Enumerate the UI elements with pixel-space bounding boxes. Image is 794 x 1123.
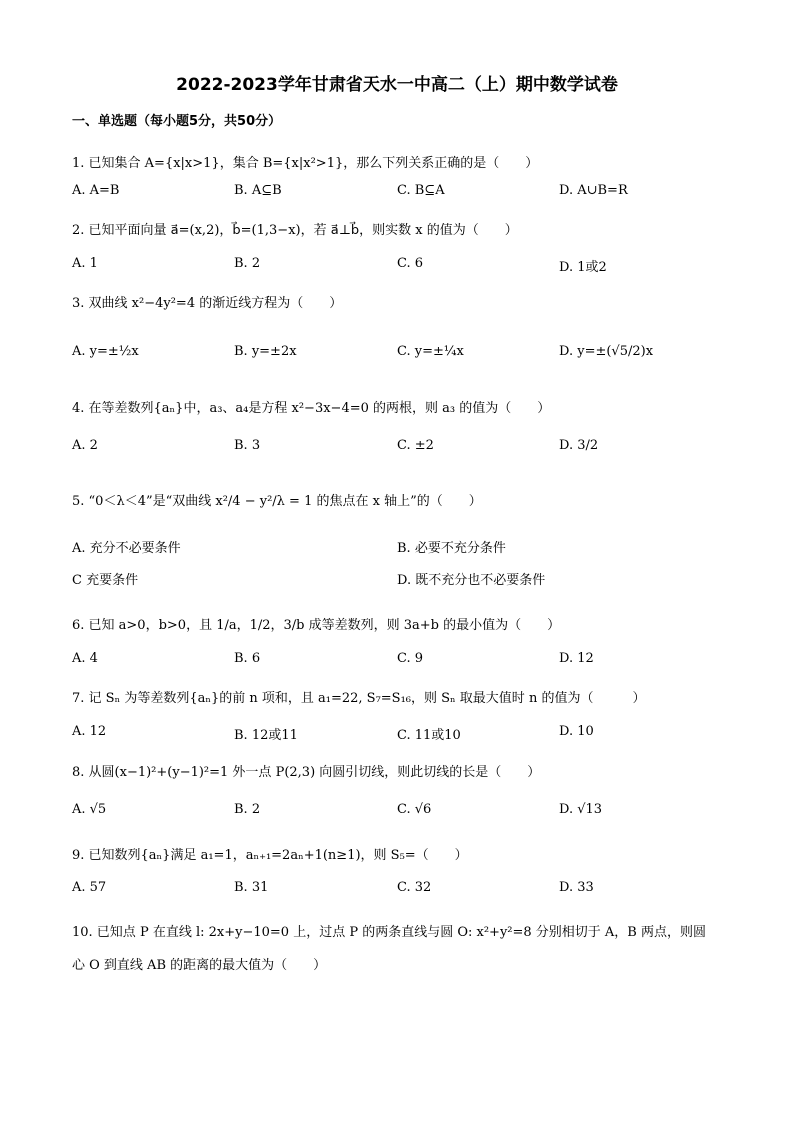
q3-option-d: D. y=±(√5/2)x: [559, 344, 654, 359]
q2-option-d: D. 1或2: [559, 260, 607, 275]
q5-option-b: B. 必要不充分条件: [397, 541, 506, 556]
question-stem-9: 9. 已知数列{aₙ}满足 a₁=1，aₙ₊₁=2aₙ+1(n≥1)，则 S₅=（ ）: [72, 848, 468, 863]
q7-option-d: D. 10: [559, 724, 594, 739]
q6-option-b: B. 6: [234, 651, 261, 666]
q3-option-c: C. y=±¼x: [397, 344, 464, 359]
q2-option-a: A. 1: [72, 256, 98, 271]
q9-option-c: C. 32: [397, 880, 432, 895]
question-stem-4: 4. 在等差数列{aₙ}中，a₃、a₄是方程 x²−3x−4=0 的两根，则 a₃ 的值为（ ）: [72, 401, 551, 416]
question-stem-1: 1. 已知集合 A={x|x>1}，集合 B={x|x²>1}，那么下列关系正确的是（ ）: [72, 156, 539, 171]
q4-option-c: C. ±2: [397, 438, 434, 453]
section-heading: 一、单选题（每小题5分，共50分）: [72, 114, 282, 129]
question-stem-7: 7. 记 Sₙ 为等差数列{aₙ}的前 n 项和，且 a₁=22, S₇=S₁₆，则 Sₙ 取最大值时 n 的值为（ ）: [72, 691, 646, 706]
q2-option-c: C. 6: [397, 256, 424, 271]
q3-option-b: B. y=±2x: [234, 344, 297, 359]
q8-option-a: A. √5: [72, 802, 107, 817]
q1-option-c: C. B⊆A: [397, 183, 445, 198]
question-stem-8: 8. 从圆(x−1)²+(y−1)²=1 外一点 P(2,3) 向圆引切线，则此切线的长是（ ）: [72, 765, 541, 780]
q5-option-c: C 充要条件: [72, 573, 139, 588]
question-stem-6: 6. 已知 a>0，b>0，且 1/a，1/2，3/b 成等差数列，则 3a+b 的最小值为（ ）: [72, 618, 561, 633]
q9-option-a: A. 57: [72, 880, 107, 895]
page-title: 2022-2023学年甘肃省天水一中高二（上）期中数学试卷: [176, 75, 618, 95]
q8-option-d: D. √13: [559, 802, 603, 817]
q6-option-c: C. 9: [397, 651, 424, 666]
q1-option-a: A. A=B: [72, 183, 120, 198]
q4-option-d: D. 3/2: [559, 438, 599, 453]
q1-option-b: B. A⊆B: [234, 183, 282, 198]
q7-option-c: C. 11或10: [397, 728, 461, 743]
q2-option-b: B. 2: [234, 256, 261, 271]
q5-option-a: A. 充分不必要条件: [72, 541, 181, 556]
q5-option-d: D. 既不充分也不必要条件: [397, 573, 546, 588]
q8-option-b: B. 2: [234, 802, 261, 817]
question-stem-10: 10. 已知点 P 在直线 l: 2x+y−10=0 上，过点 P 的两条直线与圆 O: x²+y²=8 分别相切于 A，B 两点，则圆心 O 到直线 AB 的距离的最大值为（ ）: [72, 925, 706, 973]
q6-option-a: A. 4: [72, 651, 98, 666]
q6-option-d: D. 12: [559, 651, 594, 666]
q9-option-b: B. 31: [234, 880, 269, 895]
q7-option-b: B. 12或11: [234, 728, 298, 743]
q8-option-c: C. √6: [397, 802, 432, 817]
question-stem-2: 2. 已知平面向量 a⃗=(x,2)，b⃗=(1,3−x)，若 a⃗⊥b⃗，则实数 x 的值为（ ）: [72, 223, 518, 238]
q3-option-a: A. y=±½x: [72, 344, 139, 359]
question-stem-3: 3. 双曲线 x²−4y²=4 的渐近线方程为（ ）: [72, 296, 343, 311]
q7-option-a: A. 12: [72, 724, 107, 739]
q1-option-d: D. A∪B=R: [559, 183, 628, 198]
question-stem-5: 5. “0＜λ＜4”是“双曲线 x²/4 − y²/λ = 1 的焦点在 x 轴上”的（ ）: [72, 494, 482, 509]
q9-option-d: D. 33: [559, 880, 594, 895]
q4-option-a: A. 2: [72, 438, 98, 453]
q4-option-b: B. 3: [234, 438, 261, 453]
